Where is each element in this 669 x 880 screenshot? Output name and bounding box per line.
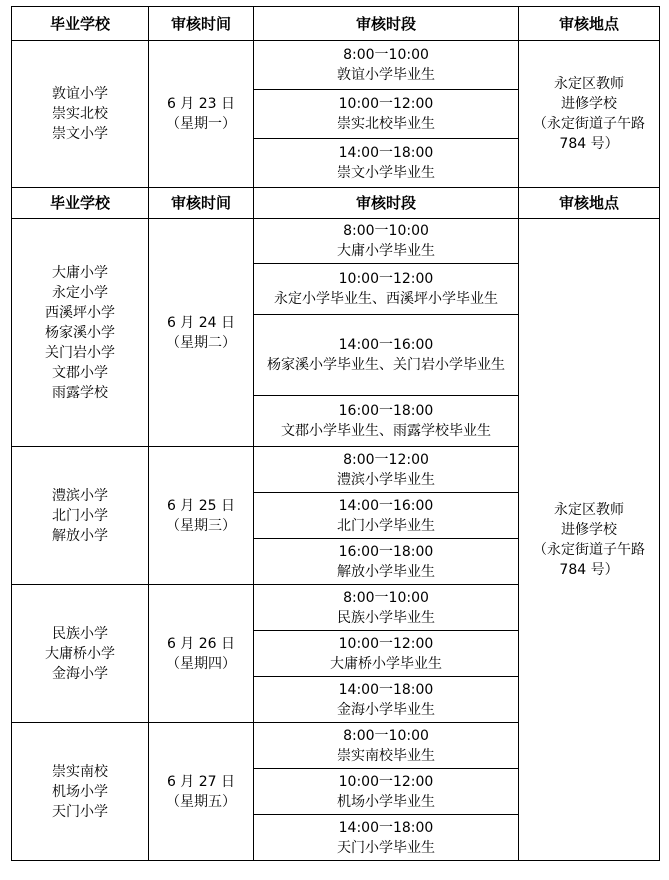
date-text: 6 月 24 日 <box>166 314 236 331</box>
time-slot <box>254 723 519 769</box>
header-school: 毕业学校 <box>12 188 149 219</box>
header-slot: 审核时段 <box>254 7 519 41</box>
slot-time: 16:00一18:00 <box>338 543 434 560</box>
school-name: 崇文小学 <box>52 126 108 142</box>
date-text: 6 月 26 日 <box>166 635 236 652</box>
slot-desc: 崇实南校毕业生 <box>337 747 435 764</box>
location-line: 784 号） <box>559 136 619 152</box>
date-text: 6 月 27 日 <box>166 773 236 790</box>
slot-desc: 机场小学毕业生 <box>337 793 435 810</box>
slot-time: 10:00一12:00 <box>338 635 434 652</box>
slot-time: 10:00一12:00 <box>338 271 434 287</box>
header-row <box>12 7 660 41</box>
weekday-text: （星期二） <box>166 334 236 351</box>
time-slot <box>254 585 519 631</box>
slot-time: 16:00一18:00 <box>338 403 434 419</box>
slot-time: 8:00一10:00 <box>343 47 429 63</box>
location-line: 永定区教师 <box>554 76 624 92</box>
time-slot <box>254 139 519 188</box>
time-slot <box>254 219 519 264</box>
review-date <box>149 41 254 188</box>
time-slot <box>254 315 519 396</box>
time-slot <box>254 493 519 539</box>
time-slot <box>254 41 519 90</box>
weekday-text: （星期三） <box>166 517 236 534</box>
slot-desc: 解放小学毕业生 <box>337 563 435 580</box>
school-name: 崇实南校 <box>52 763 108 780</box>
header-row <box>12 188 660 219</box>
location-line: 进修学校 <box>561 521 617 538</box>
slot-time: 10:00一12:00 <box>338 96 434 112</box>
location-line: 进修学校 <box>561 96 617 112</box>
slot-time: 8:00一10:00 <box>343 589 429 606</box>
header-location: 审核地点 <box>519 188 660 219</box>
slot-desc: 杨家溪小学毕业生、关门岩小学毕业生 <box>267 357 505 373</box>
slot-time: 8:00一12:00 <box>343 451 429 468</box>
school-name: 永定小学 <box>52 284 108 301</box>
slot-desc: 北门小学毕业生 <box>337 517 435 534</box>
location-line: （永定街道子午路 <box>533 116 645 132</box>
school-list <box>12 41 149 188</box>
slot-time: 8:00一10:00 <box>343 223 429 239</box>
review-date <box>149 219 254 447</box>
school-name: 崇实北校 <box>52 106 108 122</box>
review-date <box>149 447 254 585</box>
time-slot <box>254 90 519 139</box>
slot-time: 10:00一12:00 <box>338 773 434 790</box>
school-name: 北门小学 <box>52 507 108 524</box>
slot-desc: 民族小学毕业生 <box>337 609 435 626</box>
weekday-text: （星期一） <box>166 116 236 132</box>
school-name: 金海小学 <box>52 665 108 682</box>
slot-time: 14:00一18:00 <box>338 819 434 836</box>
school-list <box>12 447 149 585</box>
time-slot <box>254 264 519 315</box>
slot-time: 14:00一16:00 <box>338 337 434 353</box>
school-name: 解放小学 <box>52 527 108 544</box>
header-date: 审核时间 <box>149 188 254 219</box>
slot-time: 14:00一18:00 <box>338 681 434 698</box>
school-name: 民族小学 <box>52 625 108 642</box>
school-list <box>12 585 149 723</box>
slot-desc: 澧滨小学毕业生 <box>337 471 435 488</box>
slot-desc: 敦谊小学毕业生 <box>337 67 435 83</box>
header-location: 审核地点 <box>519 7 660 41</box>
time-slot <box>254 447 519 493</box>
slot-desc: 文郡小学毕业生、雨露学校毕业生 <box>281 423 491 439</box>
school-name: 天门小学 <box>52 803 108 820</box>
review-date <box>149 723 254 861</box>
slot-desc: 大庸桥小学毕业生 <box>330 655 442 672</box>
time-slot <box>254 631 519 677</box>
school-name: 机场小学 <box>52 783 108 800</box>
review-location <box>519 219 660 861</box>
slot-desc: 崇实北校毕业生 <box>337 116 435 132</box>
table-row <box>12 219 660 264</box>
school-name: 雨露学校 <box>52 384 108 401</box>
school-name: 大庸桥小学 <box>45 645 115 662</box>
slot-desc: 永定小学毕业生、西溪坪小学毕业生 <box>274 291 498 307</box>
school-name: 文郡小学 <box>52 364 108 381</box>
location-line: 永定区教师 <box>554 501 624 518</box>
header-school: 毕业学校 <box>12 7 149 41</box>
time-slot <box>254 539 519 585</box>
slot-desc: 大庸小学毕业生 <box>337 243 435 259</box>
date-text: 6 月 23 日 <box>166 96 236 112</box>
slot-desc: 天门小学毕业生 <box>337 839 435 856</box>
slot-desc: 崇文小学毕业生 <box>337 165 435 181</box>
schedule-table <box>11 6 660 861</box>
school-name: 澧滨小学 <box>52 487 108 504</box>
header-date: 审核时间 <box>149 7 254 41</box>
school-name: 西溪坪小学 <box>45 304 115 321</box>
location-line: 784 号） <box>559 561 619 578</box>
table-row <box>12 41 660 90</box>
slot-time: 14:00一18:00 <box>338 145 434 161</box>
review-date <box>149 585 254 723</box>
weekday-text: （星期五） <box>166 793 236 810</box>
school-name: 敦谊小学 <box>52 86 108 102</box>
time-slot <box>254 677 519 723</box>
time-slot <box>254 815 519 861</box>
school-list <box>12 723 149 861</box>
slot-desc: 金海小学毕业生 <box>337 701 435 718</box>
school-name: 关门岩小学 <box>45 344 115 361</box>
date-text: 6 月 25 日 <box>166 497 236 514</box>
weekday-text: （星期四） <box>166 655 236 672</box>
school-name: 大庸小学 <box>52 264 108 281</box>
slot-time: 8:00一10:00 <box>343 727 429 744</box>
review-location <box>519 41 660 188</box>
slot-time: 14:00一16:00 <box>338 497 434 514</box>
header-slot: 审核时段 <box>254 188 519 219</box>
time-slot <box>254 396 519 447</box>
school-name: 杨家溪小学 <box>45 324 115 341</box>
time-slot <box>254 769 519 815</box>
location-line: （永定街道子午路 <box>533 541 645 558</box>
school-list <box>12 219 149 447</box>
